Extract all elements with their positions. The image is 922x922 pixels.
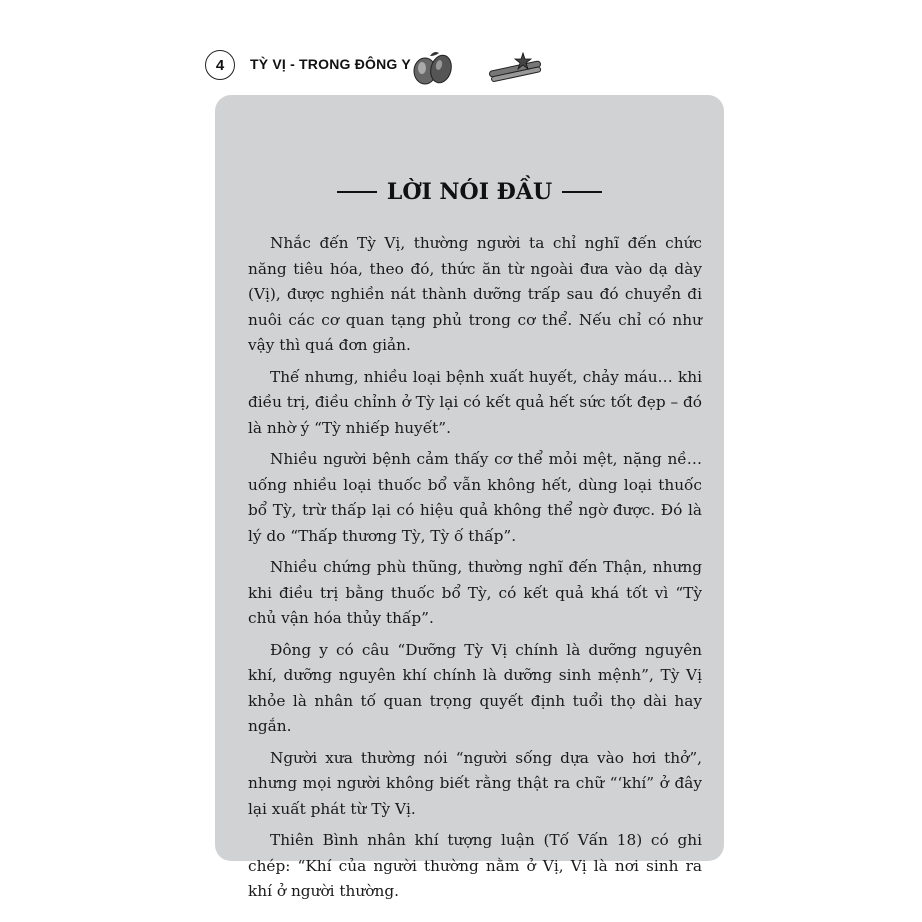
paragraph: Nhắc đến Tỳ Vị, thường người ta chỉ nghĩ đến chức năng tiêu hóa, theo đó, thức ăn từ ngoài đưa vào dạ dày (Vị), được nghiền nát thành dưỡng trấp sau đó chuyển đi nuôi các cơ quan tạng phủ trong cơ thể. Nếu chỉ có như vậy thì quá đơn giản. — [248, 234, 702, 354]
title-rule-left — [337, 191, 377, 193]
page-number: 4 — [205, 50, 235, 80]
page-header — [205, 50, 725, 86]
chapter-title-text: LỜI NÓI ĐẦU — [386, 179, 553, 205]
paragraph: Nhiều người bệnh cảm thấy cơ thể mỏi mệt, nặng nề… uống nhiều loại thuốc bổ vẫn không hết, dùng loại thuốc bổ Tỳ, trừ thấp lại có hiệu quả không thể ngờ được. Đó là lý do “Thấp thương Tỳ, Tỳ ố thấp”. — [248, 450, 702, 545]
chapter-title — [215, 179, 724, 205]
cinnamon-anise-icon — [487, 52, 545, 82]
paragraph: Thế nhưng, nhiều loại bệnh xuất huyết, chảy máu… khi điều trị, điều chỉnh ở Tỳ lại có kết quả hết sức tốt đẹp – đó là nhờ ý “Tỳ nhiếp huyết”. — [248, 367, 703, 437]
content-panel — [215, 95, 724, 900]
body-text — [248, 231, 702, 911]
paragraph: Đông y có câu “Dưỡng Tỳ Vị chính là dưỡng nguyên khí, dưỡng nguyên khí chính là dưỡng sinh mệnh”, Tỳ Vị khỏe là nhân tố quan trọng quyết định tuổi thọ dài hay ngắn. — [248, 640, 702, 735]
title-rule-right — [562, 191, 602, 193]
running-title: TỲ VỊ - TRONG ĐÔNG Y — [250, 56, 411, 72]
paragraph: Nhiều chứng phù thũng, thường nghĩ đến Thận, nhưng khi điều trị bằng thuốc bổ Tỳ, có kết quả khá tốt vì “Tỳ chủ vận hóa thủy thấp”. — [248, 558, 702, 627]
paragraph: Thiên Bình nhân khí tượng luận (Tố Vấn 18) có ghi chép: “Khí của người thường nằm ở Vị, Vị là nơi sinh ra khí ở người thường. — [248, 831, 702, 900]
fruit-icon — [408, 50, 456, 86]
paragraph: Người xưa thường nói “người sống dựa vào hơi thở”, nhưng mọi người không biết rằng thật ra chữ “‘khí” ở đây lại xuất phát từ Tỳ Vị. — [248, 748, 702, 818]
